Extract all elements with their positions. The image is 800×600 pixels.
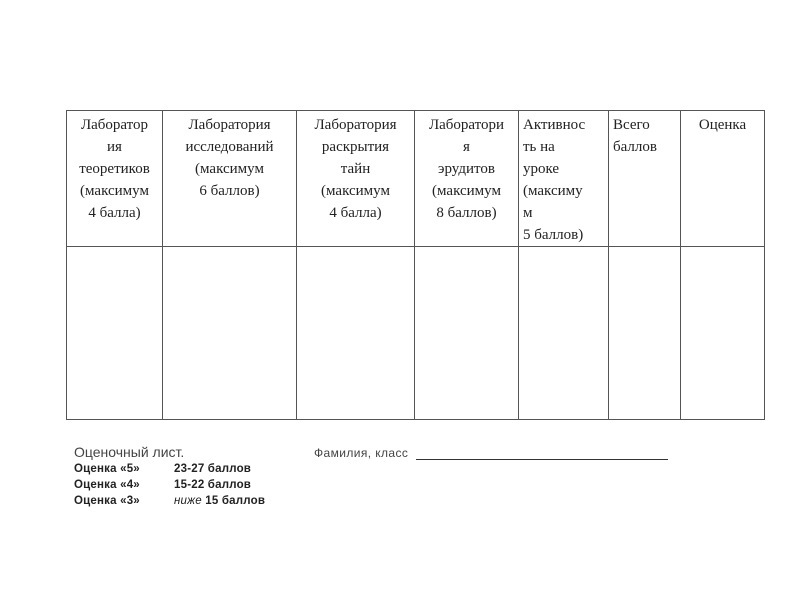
- header-line: (максимум: [432, 183, 501, 199]
- header-line: 5 баллов): [523, 227, 584, 243]
- entry-cell-grade[interactable]: [681, 247, 765, 420]
- scale-prefix: ниже: [174, 495, 202, 507]
- header-line: ть на: [523, 139, 555, 155]
- header-theorists-lab: [67, 111, 163, 247]
- header-line: (максимум: [80, 183, 149, 199]
- name-class-underline[interactable]: [416, 459, 668, 460]
- header-line: 6 баллов): [199, 183, 260, 199]
- entry-cell-total[interactable]: [609, 247, 681, 420]
- entry-cell-research[interactable]: [163, 247, 297, 420]
- grade-scale-row: [74, 479, 251, 491]
- header-line: Оценка: [698, 117, 747, 133]
- scale-range: 23-27 баллов: [174, 463, 252, 475]
- header-line: исследований: [185, 139, 274, 155]
- entry-cell-activity[interactable]: [519, 247, 609, 420]
- header-line: (максимум: [321, 183, 390, 199]
- header-grade: [681, 111, 765, 247]
- header-line: (максиму: [523, 183, 583, 199]
- header-line: Лаборатория: [188, 117, 271, 133]
- header-row: [67, 111, 765, 247]
- header-line: Всего: [613, 117, 650, 133]
- header-line: (максимум: [195, 161, 264, 177]
- header-line: Активнос: [523, 117, 586, 133]
- header-total-points: [609, 111, 681, 247]
- header-lesson-activity: [519, 111, 609, 247]
- header-mysteries-lab: [297, 111, 415, 247]
- header-line: я: [463, 139, 470, 155]
- grade-scale-row: [74, 495, 265, 507]
- name-class-label: Фамилия, класс: [314, 446, 409, 460]
- header-line: Лаборатория: [314, 117, 397, 133]
- scale-range: 15-22 баллов: [174, 479, 252, 491]
- header-line: Лаборатор: [80, 117, 149, 133]
- scale-grade-label: Оценка «5»: [74, 463, 140, 475]
- header-line: 8 баллов): [436, 205, 497, 221]
- scale-grade-label: Оценка «4»: [74, 479, 140, 491]
- entry-row: [67, 247, 765, 420]
- header-line: баллов: [613, 139, 657, 155]
- grading-table: [66, 110, 765, 420]
- header-line: 4 балла): [88, 205, 141, 221]
- header-erudites-lab: [415, 111, 519, 247]
- sheet-title: Оценочный лист.: [74, 444, 185, 460]
- grade-scale-row: [74, 463, 251, 475]
- header-line: Лаборатори: [428, 117, 505, 133]
- header-line: м: [523, 205, 533, 221]
- scale-grade-label: Оценка «3»: [74, 495, 140, 507]
- entry-cell-theorists[interactable]: [67, 247, 163, 420]
- header-line: уроке: [523, 161, 560, 177]
- header-line: теоретиков: [79, 161, 150, 177]
- entry-cell-mysteries[interactable]: [297, 247, 415, 420]
- scale-range: 15 баллов: [205, 495, 266, 507]
- header-research-lab: [163, 111, 297, 247]
- header-line: 4 балла): [329, 205, 382, 221]
- header-line: тайн: [340, 161, 371, 177]
- header-line: эрудитов: [438, 161, 495, 177]
- header-line: ия: [107, 139, 122, 155]
- header-line: раскрытия: [321, 139, 390, 155]
- entry-cell-erudites[interactable]: [415, 247, 519, 420]
